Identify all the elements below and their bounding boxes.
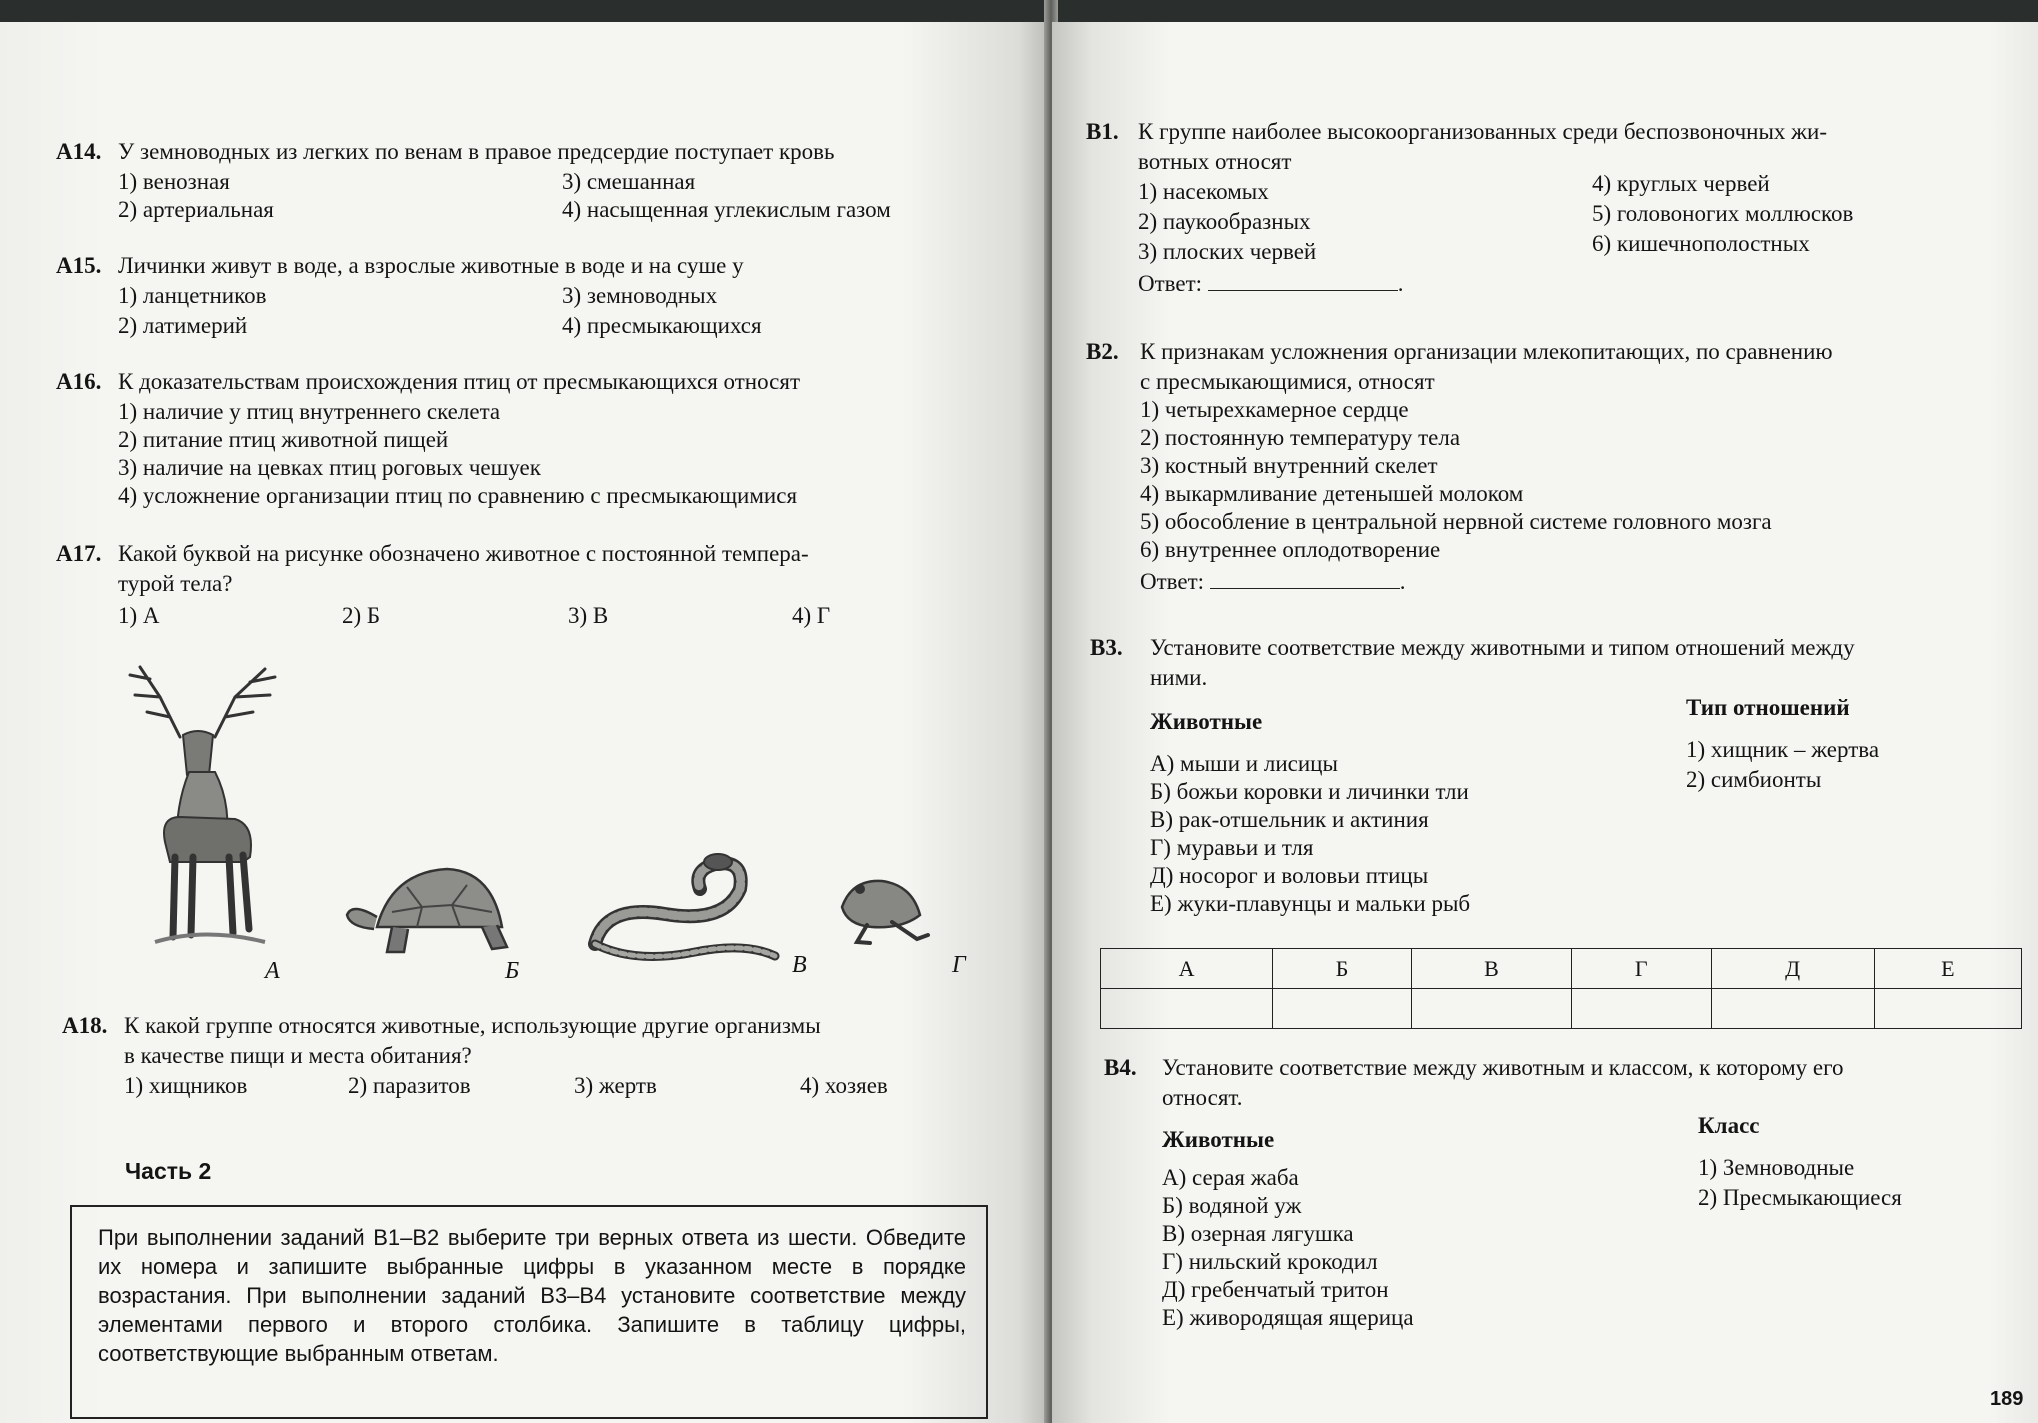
- list-item: Д) носорог и воловьи птицы: [1150, 863, 1429, 888]
- option: 1) венозная: [118, 169, 230, 194]
- figure-label: А: [265, 958, 280, 984]
- list-item: Д) гребенчатый тритон: [1162, 1277, 1389, 1302]
- table-header: Е: [1874, 949, 2021, 989]
- option: 1) четырехкамерное сердце: [1140, 397, 1409, 422]
- option: 4) Г: [792, 603, 831, 628]
- option: 4) круглых червей: [1592, 171, 1770, 196]
- question-text: вотных относят: [1138, 149, 1292, 174]
- option: 4) насыщенная углекислым газом: [562, 197, 891, 222]
- list-item: Б) божьи коровки и личинки тли: [1150, 779, 1469, 804]
- column-heading: Класс: [1698, 1113, 1760, 1138]
- question-number: A14.: [56, 139, 102, 164]
- answer-blank[interactable]: [1208, 268, 1398, 291]
- page-number: 189: [1990, 1388, 2024, 1410]
- option: 1) ланцетников: [118, 283, 267, 308]
- answer-blank[interactable]: [1210, 566, 1400, 589]
- question-number: A18.: [62, 1013, 108, 1038]
- question-text: турой тела?: [118, 571, 233, 596]
- list-item: В) рак-отшельник и актиния: [1150, 807, 1429, 832]
- option: 3) костный внутренний скелет: [1140, 453, 1438, 478]
- question-text: Личинки живут в воде, а взрослые животные в воде и на суше у: [118, 253, 744, 278]
- section-heading: Часть 2: [125, 1158, 212, 1184]
- frog-illustration: [832, 867, 932, 947]
- option: 4) хозяев: [800, 1073, 888, 1098]
- option: 1) наличие у птиц внутреннего скелета: [118, 399, 501, 424]
- option: 2) латимерий: [118, 313, 248, 338]
- answer-table: [1100, 948, 2022, 1029]
- list-item: 1) хищник – жертва: [1686, 737, 1880, 762]
- question-number: B1.: [1086, 119, 1119, 144]
- question-number: B3.: [1090, 635, 1123, 660]
- question-number: A16.: [56, 369, 102, 394]
- left-page: [0, 22, 1050, 1423]
- option: 1) хищников: [124, 1073, 248, 1098]
- table-header: Г: [1571, 949, 1711, 989]
- option: 3) жертв: [574, 1073, 657, 1098]
- answer-label: Ответ:: [1138, 271, 1203, 296]
- option: 2) Б: [342, 603, 381, 628]
- instructions-text: При выполнении заданий В1–В2 выберите три верных ответа из шести. Обведите их номера и запишите выбранные цифры в указанном месте в порядке возрастания. При выполнении заданий В3–В4 установите соответствие между элементами первого и второго столбика. Запишите в таблицу цифры, соответствующие выбранным ответам.: [98, 1225, 966, 1366]
- table-header: В: [1412, 949, 1572, 989]
- question-number: B2.: [1086, 339, 1119, 364]
- table-cell[interactable]: [1571, 989, 1711, 1029]
- figure-label: В: [792, 952, 807, 978]
- option: 5) обособление в центральной нервной системе головного мозга: [1140, 509, 1772, 534]
- list-item: Г) муравьи и тля: [1150, 835, 1314, 860]
- deer-illustration: [125, 657, 285, 957]
- table-cell[interactable]: [1101, 989, 1273, 1029]
- column-heading: Животные: [1150, 709, 1263, 734]
- table-cell[interactable]: [1273, 989, 1412, 1029]
- question-text: с пресмыкающимися, относят: [1140, 369, 1435, 394]
- option: 2) постоянную температуру тела: [1140, 425, 1461, 450]
- option: 4) пресмыкающихся: [562, 313, 762, 338]
- column-heading: Животные: [1162, 1127, 1275, 1152]
- option: 3) В: [568, 603, 609, 628]
- list-item: 2) Пресмыкающиеся: [1698, 1185, 1902, 1210]
- answer-field[interactable]: Ответ: .: [1138, 268, 1404, 298]
- option: 4) выкармливание детенышей молоком: [1140, 481, 1524, 506]
- option: 2) паукообразных: [1138, 209, 1311, 234]
- question-text: Установите соответствие между животным и классом, к которому его: [1162, 1055, 1844, 1080]
- option: 3) земноводных: [562, 283, 718, 308]
- table-cell[interactable]: [1412, 989, 1572, 1029]
- answer-label: Ответ:: [1140, 569, 1205, 594]
- option: 6) внутреннее оплодотворение: [1140, 537, 1441, 562]
- answer-field[interactable]: Ответ: .: [1140, 566, 1406, 596]
- option: 3) плоских червей: [1138, 239, 1317, 264]
- option: 6) кишечнополостных: [1592, 231, 1810, 256]
- figure-label: Г: [952, 952, 966, 978]
- list-item: В) озерная лягушка: [1162, 1221, 1354, 1246]
- table-header: А: [1101, 949, 1273, 989]
- table-header: Б: [1273, 949, 1412, 989]
- table-cell[interactable]: [1874, 989, 2021, 1029]
- list-item: А) мыши и лисицы: [1150, 751, 1338, 776]
- figure-label: Б: [505, 958, 520, 984]
- table-header: Д: [1711, 949, 1874, 989]
- right-page: [1052, 22, 2038, 1423]
- instructions-box: [70, 1205, 988, 1419]
- question-text: К какой группе относятся животные, использующие другие организмы: [124, 1013, 821, 1038]
- list-item: А) серая жаба: [1162, 1165, 1299, 1190]
- question-text: К доказательствам происхождения птиц от пресмыкающихся относят: [118, 369, 801, 394]
- list-item: Е) жуки-плавунцы и мальки рыб: [1150, 891, 1471, 916]
- question-text: ними.: [1150, 665, 1208, 690]
- option: 2) паразитов: [348, 1073, 471, 1098]
- question-text: К группе наиболее высокоорганизованных среди беспозвоночных жи-: [1138, 119, 1828, 144]
- question-number: A15.: [56, 253, 102, 278]
- table-cell[interactable]: [1711, 989, 1874, 1029]
- option: 2) артериальная: [118, 197, 274, 222]
- list-item: Е) живородящая ящерица: [1162, 1305, 1414, 1330]
- list-item: Б) водяной уж: [1162, 1193, 1302, 1218]
- question-text: относят.: [1162, 1085, 1243, 1110]
- option: 1) А: [118, 603, 160, 628]
- question-text: У земноводных из легких по венам в правое предсердие поступает кровь: [118, 139, 835, 164]
- option: 1) насекомых: [1138, 179, 1269, 204]
- column-heading: Тип отношений: [1686, 695, 1850, 720]
- option: 3) наличие на цевках птиц роговых чешуек: [118, 455, 541, 480]
- option: 4) усложнение организации птиц по сравнению с пресмыкающимися: [118, 483, 798, 508]
- option: 5) головоногих моллюсков: [1592, 201, 1854, 226]
- question-number: B4.: [1104, 1055, 1137, 1080]
- list-item: 1) Земноводные: [1698, 1155, 1855, 1180]
- question-text: К признакам усложнения организации млекопитающих, по сравнению: [1140, 339, 1833, 364]
- option: 2) питание птиц животной пищей: [118, 427, 449, 452]
- question-number: A17.: [56, 541, 102, 566]
- question-text: Какой буквой на рисунке обозначено животное с постоянной темпера-: [118, 541, 809, 566]
- turtle-illustration: [342, 857, 522, 967]
- list-item: 2) симбионты: [1686, 767, 1822, 792]
- snake-illustration: [575, 834, 795, 974]
- question-text: Установите соответствие между животными и типом отношений между: [1150, 635, 1855, 660]
- question-text: в качестве пищи и места обитания?: [124, 1043, 472, 1068]
- list-item: Г) нильский крокодил: [1162, 1249, 1378, 1274]
- option: 3) смешанная: [562, 169, 696, 194]
